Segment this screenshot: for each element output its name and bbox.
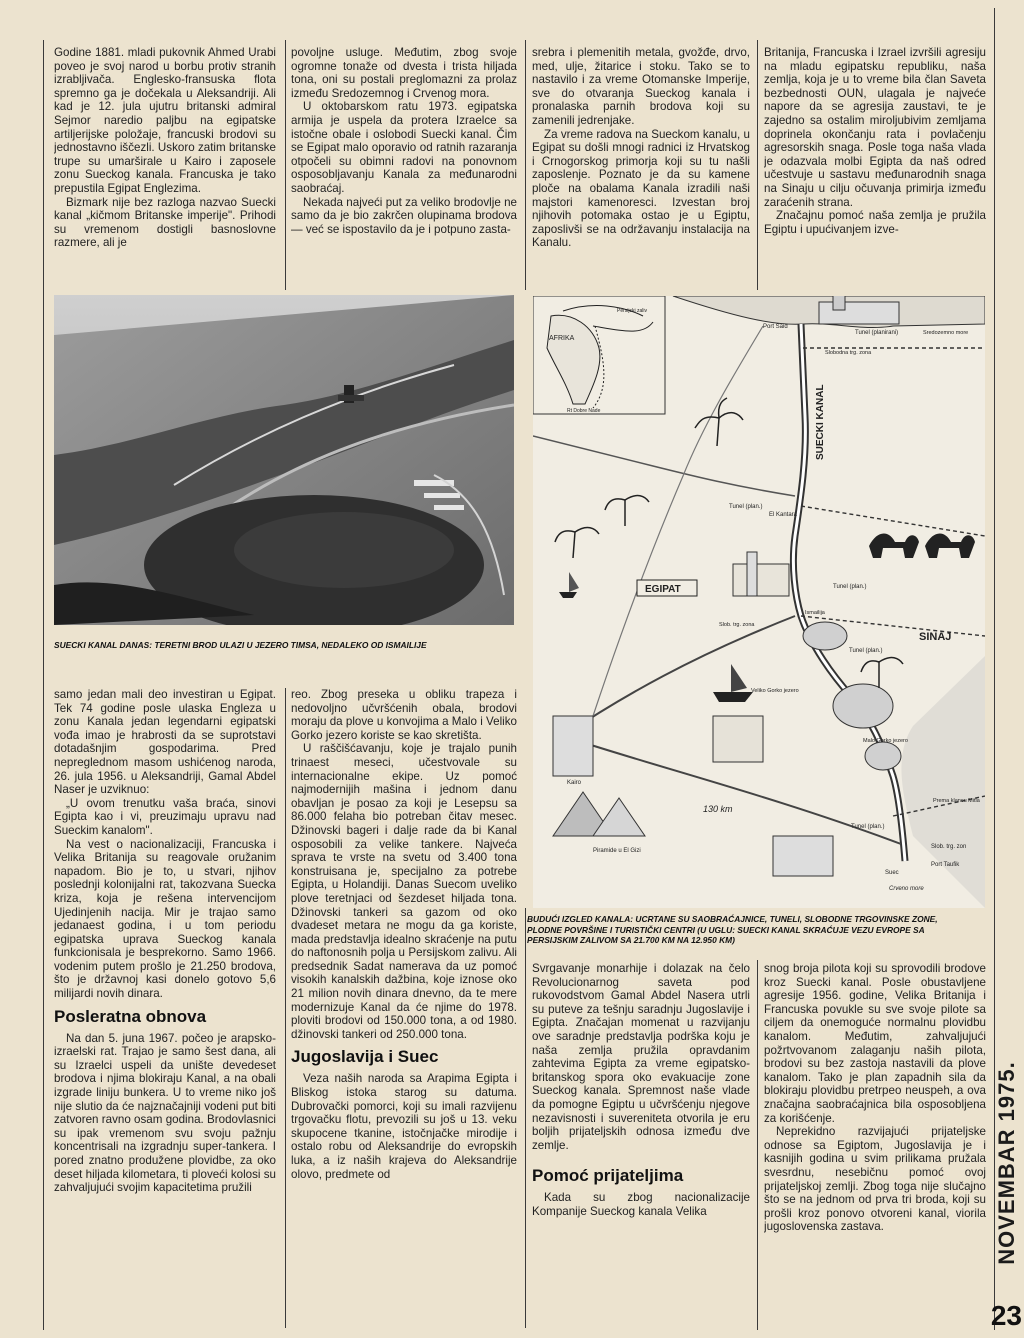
- paragraph: Godine 1881. mladi pukovnik Ahmed Urabi poveo je svoj narod u borbu protiv stranih izrabljivača. Englesko-fransuska flota spremno ga je dočekala u Aleksandriji. Ali kad je 12. jula ujutru britanski admiral Sejmor naredio paljbu na egipatske artiljerijske položaje, francuski brodovi su jednostavno iščezli. Uskoro zatim britanske trupe su umarširale u Kairo i zaposele zonu Sueckog kanala. Francuska je tako prepustila Egipat Englezima.: [54, 46, 276, 195]
- aerial-photo: [54, 295, 514, 625]
- map-label: Slob. trg. zon: [931, 844, 967, 850]
- column-rule: [285, 688, 286, 1328]
- col3-bottom: [532, 962, 750, 1328]
- inset-afrika-label: AFRIKA: [549, 335, 575, 342]
- map-label-cairo: Kairo: [567, 780, 582, 786]
- paragraph: „U ovom trenutku vaša braća, sinovi Egipta kao i vi, preuzimaju upravu nad Sueckim kanalom".: [54, 796, 276, 837]
- map-label: Suec: [885, 870, 899, 876]
- map-caption: BUDUĆI IZGLED KANALA: UCRTANE SU SAOBRAĆAJNICE, TUNELI, SLOBODNE TRGOVINSKE ZONE, PLODNE POVRŠINE I TURISTIČKI CENTRI (U UGLU: SUECKI KANAL SKRAĆUJE VEZU EVROPE SA PERSIJSKIM ZALIVOM SA 21.700 KM NA 12.950 KM): [527, 914, 938, 945]
- paragraph: Značajnu pomoć naša zemlja je pružila Egiptu i upućivanjem izve-: [764, 209, 986, 236]
- map-label: Tunel (plan.): [833, 584, 867, 590]
- map-label: Malo Gorko jezero: [863, 738, 908, 744]
- map-label-distance: 130 km: [703, 804, 733, 814]
- aerial-photo-illustration: [54, 295, 514, 625]
- map-label: Tunel (plan.): [729, 504, 763, 510]
- col4-top: [764, 46, 986, 286]
- paragraph: snog broja pilota koji su sprovodili brodove kroz Suecki kanal. Posle obustavljene agresije 1956. godine, Velika Britanija i Francuska povukle su sve svoje pilote sa ciljem da onemoguće normalnu plovidbu kanalom. Međutim, zahvaljujući požrtvovanom zalaganju naših pilota, brodovi su bez zastoja nastavili da plove kanalom. Tako je plan zapadnih sila da blokiraju plovidbu pretrpeo neuspeh, a ova značajna saobraćajnica bila osposobljena za korišćenje.: [764, 962, 986, 1125]
- paragraph: srebra i plemenitih metala, gvožđe, drvo, med, ulje, žitarice i stoku. Tako se to nastavilo i za vreme Otomanske Imperije, sve do otvaranja Sueckog kanala i pronalaska parnih brodova koji su zamenili jedrenjake.: [532, 46, 750, 127]
- column-rule: [757, 40, 758, 290]
- column-rule: [525, 40, 526, 290]
- paragraph: reo. Zbog preseka u obliku trapeza i nedovoljno učvršćenih obala, brodovi moraju da plove u konvojima a Malo i Veliko Gorko jezero koriste se kao skretišta.: [291, 688, 517, 742]
- map-label: Slob. trg. zona: [719, 622, 755, 628]
- paragraph: Bizmark nije bez razloga nazvao Suecki kanal „kičmom Britanske imperije". Prihodi su vremenom dostigli basnoslovne razmere, ali je: [54, 195, 276, 250]
- canal-map: [533, 296, 985, 908]
- column-rule: [525, 908, 526, 1328]
- photo-caption: SUECKI KANAL DANAS: TERETNI BROD ULAZI U JEZERO TIMSA, NEDALEKO OD ISMAILIJE: [54, 640, 427, 650]
- paragraph: Za vreme radova na Sueckom kanalu, u Egipat su došli mnogi radnici iz Hrvatskog i Crnogorskog primorja koji su tu našli zaposlenje. Poznato je da su kamene ploče na obalama Kanala izradili naši majstori kamenoresci. Izvestan broj njihovih potomaka ostao je u Egiptu, zaposlivši se na održavanju instalacija na Kanalu.: [532, 127, 750, 250]
- issue-date-sidebar: [994, 1010, 1018, 1310]
- page-number: 23: [990, 1300, 1022, 1331]
- paragraph: Kada su zbog nacionalizacije Kompanije Sueckog kanala Velika: [532, 1191, 750, 1218]
- paragraph: povoljne usluge. Međutim, zbog svoje ogromne tonaže od dvesta i trista hiljada tona, oni su postali preglomazni za prolaz između Sredozemnog i Crvenog mora.: [291, 46, 517, 100]
- inset-cape-label: Rt Dobre Nade: [567, 408, 601, 414]
- col4-bottom: [764, 962, 986, 1328]
- section-heading: Pomoć prijateljima: [532, 1166, 684, 1186]
- paragraph: Na dan 5. juna 1967. počeo je arapsko-izraelski rat. Trajao je samo šest dana, ali su Izraelci uspeli da uništе devedeset brodova i njima blokiraju Kanal, a na obali izgrade liniju bunkera. U to vreme niko još nije slutio da će najznačajniji vodeni put biti zatvoren ravno osam godina. Brodovlasnici su ipak vremenom svu svoju pažnju koncentrisali na izgradnju super-tankera. I pored znatno produžene plovidbe, za oko deset hiljada kilometara, ti ploveći kolosi su zahvaljujući svojim kapacitetima pružili: [54, 1031, 276, 1195]
- map-label: Tunel (planirani): [855, 330, 899, 336]
- inset-persian-gulf-label: Persijski zaliv: [617, 308, 648, 314]
- paragraph: Na vest o nacionalizaciji, Francuska i Velika Britanija su reagovale oružanim napadom. Bio je to, u stvari, njihov poslednji kolonijalni rat, takozvana Suecka kriza, koja je rešena intervencijom Ujedinjenih nacija. Mir je trajao samo jedanaest godina, i u tom periodu egipatska uprava Sueckog kanala funkcionisala je besprekorno. Samo 1966. vodenim putem prošlo je 21.250 brodova, što je državnoj kasi donelo gotovo 5,6 milijardi novih dinara.: [54, 837, 276, 1001]
- map-label: Slobodna trg. zona: [825, 350, 872, 356]
- map-label: Tunel (plan.): [851, 824, 885, 830]
- col1-top: [54, 46, 276, 286]
- paragraph: Britanija, Francuska i Izrael izvršili agresiju na mladu egipatsku republiku, naša zemlja, koja je u to vreme bila član Saveta bezbednosti OUN, ulagala je najveće napore da se agresija zaustavi, te je zajedno sa ostalim miroljubivim zemljama doprinela okončanju rata i povlačenju agresorskih snaga. Posle toga naša vlada je odazvala molbi Egipta da naš odred učestvuje u sastavu međunarodnih snaga na Sinaju u cilju očuvanja primirja između zaraćenih strana.: [764, 46, 986, 209]
- column-rule: [43, 40, 44, 1330]
- map-label: Ismailija: [805, 610, 825, 616]
- map-label: Port Taufik: [931, 862, 960, 868]
- section-heading: Jugoslavija i Suec: [291, 1047, 439, 1067]
- map-label: Crveno more: [889, 886, 924, 892]
- paragraph: Svrgavanje monarhije i dolazak na čelo Revolucionarnog saveta pod rukovodstvom Gamal Abdel Nasera utrli su puteve za tešnju saradnju Jugoslavije i Egipta. Značajan momenat u razvijanju ove saradnje predstavlja podrška koju je naša zemlja pružila opravdanim zahtevima Egipta za vreme egipatsko-britanskog spora oko evakuacije zone Sueckog kanala. Spremnost naše vlade da pomogne Egiptu u učvršćenju njegove nezavisnosti i suvereniteta otvorila je eru boljih prijateljskih odnosa između dve zemlje.: [532, 962, 750, 1152]
- canal-map-illustration: [533, 296, 985, 908]
- col1-bottom: [54, 688, 276, 1328]
- map-label-egypt: EGIPAT: [645, 584, 681, 595]
- section-heading: Posleratna obnova: [54, 1006, 207, 1026]
- map-label: El Kantara: [769, 512, 798, 518]
- paragraph: Veza naših naroda sa Arapima Egipta i Bliskog istoka starog su datuma. Dubrovački pomorci, koji su imali razvijenu trgovačku flotu, prevozili su još u 13. veku skupocene tkanine, istočnjačke mirodije i ostalo robu od Aleksandrije do evropskih luka, a iz naših krajeva do Aleksandrije olovo, predmete od: [291, 1072, 517, 1181]
- column-rule: [285, 40, 286, 290]
- map-label: Sredozemno more: [923, 330, 969, 336]
- paragraph: U oktobarskom ratu 1973. egipatska armija je uspela da protera Izraelce sa istočne obale i oslobodi Suecki kanal. Čim se Egipat malo oporavio od ratnih razaranja otpočeli su obimni radovi na ponovnom osposobljavanju Kanala za međunarodni saobraćaj.: [291, 100, 517, 195]
- map-label: Tunel (plan.): [849, 648, 883, 654]
- col2-top: [291, 46, 517, 286]
- column-rule: [757, 960, 758, 1330]
- paragraph: U raščišćavanju, koje je trajalo punih trinaest meseci, učestvovale su internacionalne ekipe. Uz pomoć najmodernijih mašina i jednom danu obavljan je posao za koji je Lesepsu sa 86.000 felaha bio potreban čitav mesec. Džinovski bageri i dalje rade da bi Kanal osposobili za velike tankere. Najveća sprava te vrste na svetu od 3.400 tona konstruisana je, specijalno za potrebe Egipta, u Holandiji. Danas Suecom uveliko plove teretnjaci od šezdeset hiljada tona. Džinovski tankeri sa gazom od oko dvadeset metara ne mogu da ga koriste, mada predstavlja idealno skraćenje na putu do naftonosnih polja u Persijskom zalivu. Ali predsednik Sadat namerava da uz pomoć visokih kanalskih dažbina, koje iznose oko 21 milion novih dinara dnevno, da te mere modernizuje Kanal da će njime do 1978. ploviti brodovi od 150.000 tona, a od 1980. džinovski tankeri od 250.000 tona.: [291, 742, 517, 1041]
- map-label: Piramide u El Gizi: [593, 848, 641, 854]
- map-label-sinai: SINAJ: [919, 631, 952, 643]
- paragraph: Nekada najveći put za veliko brodovlje ne samo da je bio zakrčen olupinama brodova — već se ispostavilo da je i potpuno zasta-: [291, 195, 517, 236]
- col2-bottom: [291, 688, 517, 1328]
- paragraph: Neprekidno razvijajući prijateljske odnose sa Egiptom, Jugoslavija je i kasnijih godina u svim prilikama pružala svesrdnu, nesebičnu pomoć ovoj prijateljskoj zemlji. Zbog toga nije slučajno što se na jednom od prva tri broda, koji su prošli kroz ponovo otvoreni kanal, viorila jugoslovenska zastava.: [764, 1125, 986, 1234]
- map-label-canal: SUECKI KANAL: [815, 384, 826, 460]
- col3-top: [532, 46, 750, 286]
- map-label: Veliko Gorko jezero: [751, 688, 799, 694]
- map-label: Port Said: [763, 324, 788, 330]
- issue-date: NOVEMBAR 1975.: [994, 1061, 1019, 1265]
- map-label: Prema klancu Mitla: [933, 798, 980, 804]
- paragraph: samo jedan mali deo investiran u Egipat. Tek 74 godine posle ulaska Engleza u zonu Kanala jedan legendarni egipatski vođa imao je hrabrosti da se suprotstavi dotadašnjim gospodarima. Pred nepreglednom masom ushićenog naroda, 26. jula 1956. u Aleksandriji, Gamal Abdel Naser je uzviknuo:: [54, 688, 276, 797]
